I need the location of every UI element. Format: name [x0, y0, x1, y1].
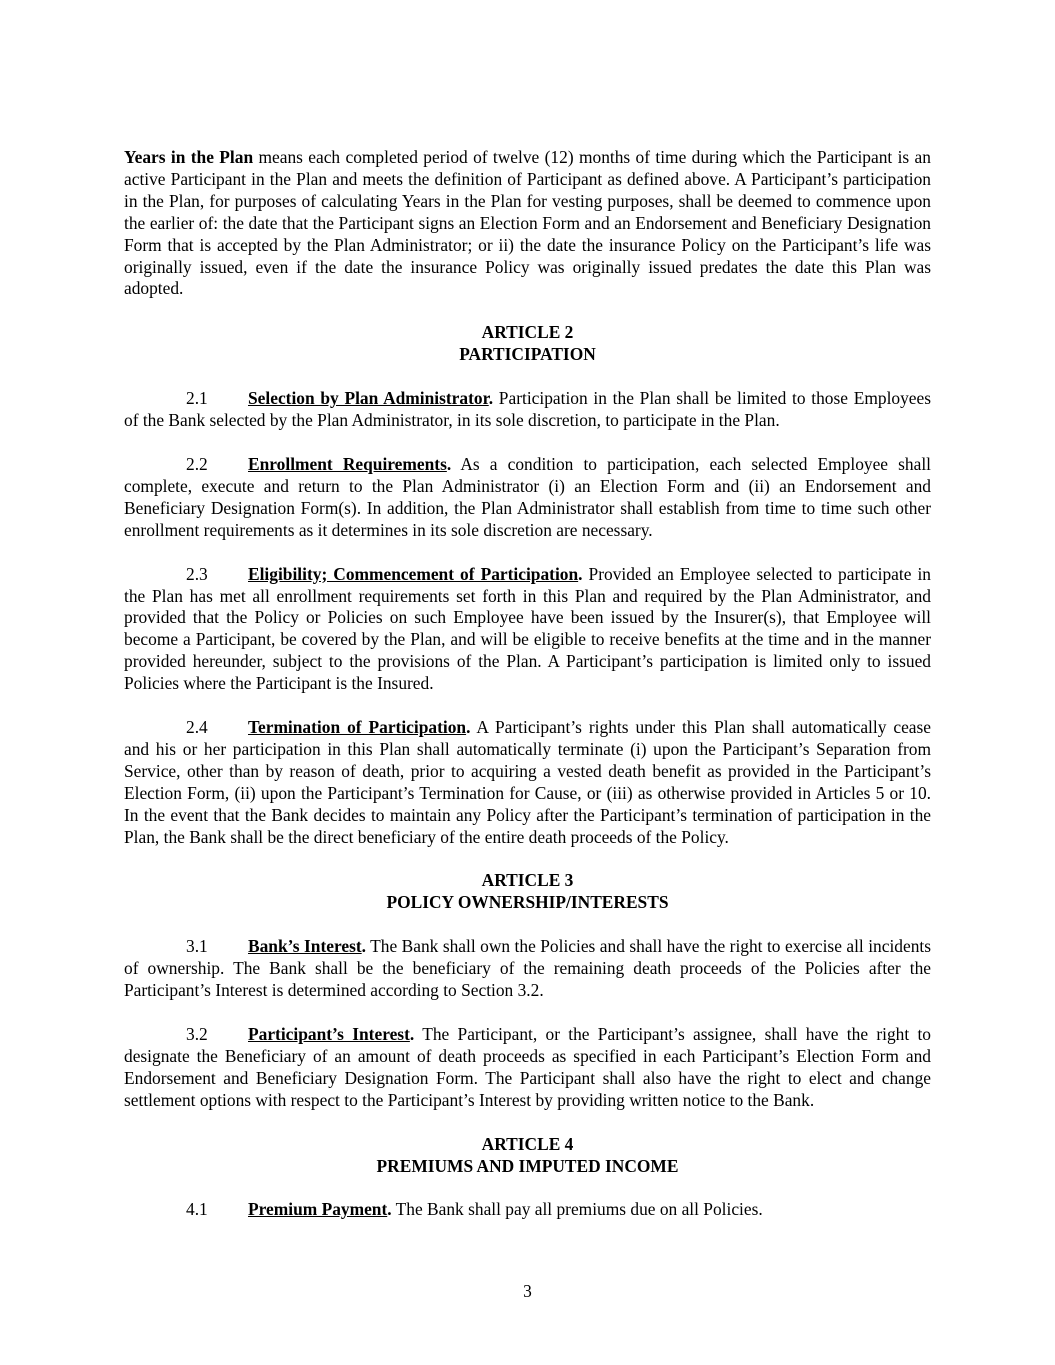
section-3-2: 3.2 Participant’s Interest. The Participant, or the Participant’s assignee, shall have the right to designate the Beneficiary of an amount of death proceeds as specified in each Participant’s Election Form and Endorsement and Beneficiary Designation Form. The Participant shall also have the right to elect and change settlement options with respect to the Participant’s Interest by providing written notice to the Bank. [124, 1024, 931, 1110]
article-title: PREMIUMS AND IMPUTED INCOME [376, 1155, 679, 1176]
section-text: Provided an Employee selected to participate in the Plan has met all enrollment requirements set forth in this Plan and required by the Plan Administrator, and provided that the Policy or Policies on such Employee have been issued by the Insurer(s), that Employee will become a Participant, be covered by the Plan, and will be eligible to receive benefits at the time and in the manner provided hereunder, subject to the provisions of the Plan. A Participant’s participation is limited only to issued Policies where the Participant is the Insured. [124, 563, 931, 694]
article-number: ARTICLE 4 [481, 1133, 574, 1154]
section-heading: Premium Payment [248, 1199, 388, 1220]
section-text: The Participant, or the Participant’s assignee, shall have the right to designate the Beneficiary of an amount of death proceeds as specified in each Participant’s Election Form and Endorsement and Beneficiary Designation Form. The Participant shall also have the right to elect and change settlement options with respect to the Participant’s Interest by providing written notice to the Bank. [124, 1024, 931, 1110]
document-page [124, 147, 931, 1243]
definition-text: means each completed period of twelve (12) months of time during which the Participant is an active Participant in the Plan and meets the definition of Participant as defined above. A Participant’s participation in the Plan, for purposes of calculating Years in the Plan for vesting purposes, shall be deemed to commence upon the earlier of: the date that the Participant signs an Election Form and an Endorsement and Beneficiary Designation Form that is accepted by the Plan Administrator; or ii) the date the insurance Policy on the Participant’s life was originally issued, even if the date the insurance Policy was originally issued predates the date this Plan was adopted. [124, 147, 931, 299]
section-2-3: 2.3 Eligibility; Commencement of Participation. Provided an Employee selected to participate in the Plan has met all enrollment requirements set forth in this Plan and required by the Plan Administrator, and provided that the Policy or Policies on such Employee have been issued by the Insurer(s), that Employee will become a Participant, be covered by the Plan, and will be eligible to receive benefits at the time and in the manner provided hereunder, subject to the provisions of the Plan. A Participant’s participation is limited only to issued Policies where the Participant is the Insured. [124, 563, 931, 694]
section-text: A Participant’s rights under this Plan shall automatically cease and his or her participation in this Plan shall automatically terminate (i) upon the Participant’s Separation from Service, other than by reason of death, prior to acquiring a vested death benefit as provided in the Participant’s Election Form, (ii) upon the Participant’s Termination for Cause, or (iii) as otherwise provided in Articles 5 or 10. In the event that the Bank decides to maintain any Policy after the Participant’s termination of participation in the Plan, the Bank shall be the direct beneficiary of the entire death proceeds of the Policy. [124, 717, 931, 847]
article-number: ARTICLE 2 [481, 322, 574, 343]
section-heading: Selection by Plan Administrator [248, 388, 489, 409]
section-number: 3.1 [186, 936, 208, 957]
section-2-1: 2.1 Selection by Plan Administrator. Participation in the Plan shall be limited to those Employees of the Bank selected by the Plan Administrator, in its sole discretion, to participate in the Plan. [124, 388, 931, 431]
section-2-2: 2.2 Enrollment Requirements. As a condition to participation, each selected Employee shall complete, execute and return to the Plan Administrator (i) an Election Form and (ii) an Endorsement and Beneficiary Designation Form(s). In addition, the Plan Administrator shall establish from time to time such other enrollment requirements as it determines in its sole discretion are necessary. [124, 453, 931, 540]
section-number: 2.2 [186, 453, 208, 474]
section-2-4: 2.4 Termination of Participation. A Participant’s rights under this Plan shall automatically cease and his or her participation in this Plan shall automatically terminate (i) upon the Participant’s Separation from Service, other than by reason of death, prior to acquiring a vested death benefit as provided in the Participant’s Election Form, (ii) upon the Participant’s Termination for Cause, or (iii) as otherwise provided in Articles 5 or 10. In the event that the Bank decides to maintain any Policy after the Participant’s termination of participation in the Plan, the Bank shall be the direct beneficiary of the entire death proceeds of the Policy. [124, 717, 931, 847]
section-heading: Termination of Participation [248, 717, 467, 738]
section-number: 2.3 [186, 563, 208, 584]
section-3-1: 3.1 Bank’s Interest. The Bank shall own the Policies and shall have the right to exercise all incidents of ownership. The Bank shall be the beneficiary of the remaining death proceeds of the Policies after the Participant’s Interest is determined according to Section 3.2. [124, 936, 931, 1001]
section-heading: Eligibility; Commencement of Participation [248, 563, 579, 584]
section-number: 2.1 [186, 388, 208, 409]
section-text: The Bank shall pay all premiums due on all Policies. [391, 1199, 763, 1220]
page-number: 3 [523, 1281, 532, 1301]
article-2-heading [124, 322, 931, 366]
definition-years-in-the-plan [124, 147, 931, 300]
section-text: As a condition to participation, each selected Employee shall complete, execute and return to the Plan Administrator (i) an Election Form and (ii) an Endorsement and Beneficiary Designation Form(s). In addition, the Plan Administrator shall establish from time to time such other enrollment requirements as it determines in its sole discretion are necessary. [124, 453, 931, 540]
section-text: Participation in the Plan shall be limited to those Employees of the Bank selected by the Plan Administrator, in its sole discretion, to participate in the Plan. [124, 388, 931, 431]
section-number: 3.2 [186, 1024, 208, 1044]
section-text: The Bank shall own the Policies and shall have the right to exercise all incidents of ownership. The Bank shall be the beneficiary of the remaining death proceeds of the Policies after the Participant’s Interest is determined according to Section 3.2. [124, 936, 931, 1001]
section-heading: Participant’s Interest [248, 1024, 410, 1044]
article-number: ARTICLE 3 [481, 870, 574, 891]
article-title: PARTICIPATION [459, 344, 596, 365]
definition-term: Years in the Plan [124, 147, 254, 167]
article-3-heading [124, 870, 931, 914]
section-4-1: 4.1 Premium Payment. The Bank shall pay all premiums due on all Policies. [186, 1199, 763, 1220]
section-heading: Bank’s Interest [248, 936, 362, 957]
section-number: 4.1 [186, 1199, 208, 1220]
article-4-heading [124, 1134, 931, 1178]
article-title: POLICY OWNERSHIP/INTERESTS [386, 892, 669, 913]
section-number: 2.4 [186, 717, 208, 738]
section-heading: Enrollment Requirements [248, 453, 447, 474]
